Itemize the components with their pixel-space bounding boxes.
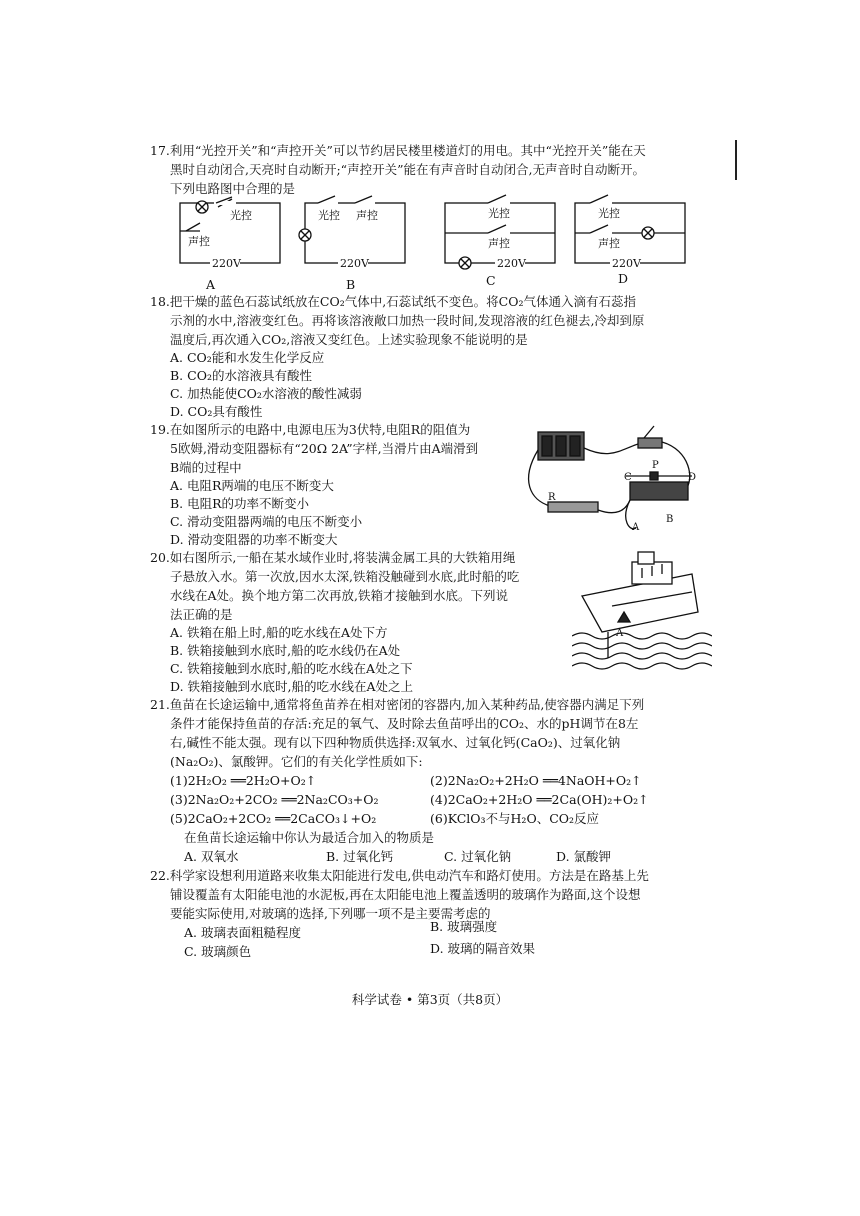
q18-line-2: 示剂的水中,溶液变红色。再将该溶液敞口加热一段时间,发现溶液的红色褪去,冷却到原 [170,313,645,328]
q20-option-c: C. 铁箱接触到水底时,船的吃水线在A处之下 [170,661,413,676]
q17-label-b-light: 光控 [318,209,340,222]
q17-label-a-light: 光控 [230,209,252,222]
q20-line-1: 20.如右图所示,一船在某水域作业时,将装满金属工具的大铁箱用绳 [150,550,516,565]
q22-option-c: C. 玻璃颜色 [184,944,252,959]
q21-reaction-4: (4)2CaO₂+2H₂O ══2Ca(OH)₂+O₂↑ [430,792,649,807]
q21-reaction-2: (2)2Na₂O₂+2H₂O ══4NaOH+O₂↑ [430,773,642,788]
q17-label-b-sound: 声控 [356,209,378,222]
q17-voltage-a: 220V [212,257,241,270]
q17-voltage-b: 220V [340,257,369,270]
q22-line-1: 22.科学家设想利用道路来收集太阳能进行发电,供电动汽车和路灯使用。方法是在路基上先 [150,868,649,883]
q19-fig-label-b: B [666,514,674,525]
q19-option-b: B. 电阻R的功率不断变小 [170,496,310,511]
q17-option-d: D [618,271,629,286]
q17-voltage-c: 220V [497,257,526,270]
q20-fig-label-a: A [616,628,624,639]
q17-line-1: 17.利用“光控开关”和“声控开关”可以节约居民楼里楼道灯的用电。其中“光控开关”能在天 [150,143,646,158]
q19-option-c: C. 滑动变阻器两端的电压不断变小 [170,514,363,529]
q22-line-3: 要能实际使用,对玻璃的选择,下列哪一项不是主要需考虑的 [170,906,491,921]
q21-reaction-3: (3)2Na₂O₂+2CO₂ ══2Na₂CO₃+O₂ [170,792,379,807]
q18-option-a: A. CO₂能和水发生化学反应 [170,350,325,365]
q22-option-b: B. 玻璃强度 [430,919,498,934]
q21-question: 在鱼苗长途运输中你认为最适合加入的物质是 [184,830,435,845]
q20-line-3: 水线在A处。换个地方第二次再放,铁箱才接触到水底。下列说 [170,588,509,603]
q18-line-3: 温度后,再次通入CO₂,溶液又变红色。上述实验现象不能说明的是 [170,332,528,347]
q21-option-a: A. 双氧水 [184,849,239,864]
margin-rule [735,140,737,180]
q19-fig-label-c: C [624,472,632,483]
q19-fig-label-a: A [632,522,640,533]
q19-fig-label-p: P [652,460,659,471]
q18-line-1: 18.把干燥的蓝色石蕊试纸放在CO₂气体中,石蕊试纸不变色。将CO₂气体通入滴有石蕊指 [150,294,637,309]
q20-line-4: 法正确的是 [170,607,233,622]
q18-option-c: C. 加热能使CO₂水溶液的酸性减弱 [170,386,362,401]
q20-option-a: A. 铁箱在船上时,船的吃水线在A处下方 [170,625,388,640]
q19-option-d: D. 滑动变阻器的功率不断变大 [170,532,338,547]
q19-fig-label-r: R [548,492,556,503]
q19-option-a: A. 电阻R两端的电压不断变大 [170,478,334,493]
q20-line-2: 子悬放入水。第一次放,因水太深,铁箱没触碰到水底,此时船的吃 [170,569,520,584]
q17-option-b: B [346,277,356,292]
q20-option-d: D. 铁箱接触到水底时,船的吃水线在A处之上 [170,679,414,694]
q21-line-4: (Na₂O₂)、氯酸钾。它们的有关化学性质如下: [170,754,423,769]
q21-line-3: 右,碱性不能太强。现有以下四种物质供选择:双氧水、过氧化钙(CaO₂)、过氧化钠 [170,735,621,750]
q21-option-d: D. 氯酸钾 [556,849,612,864]
q17-label-a-sound: 声控 [188,235,210,248]
q17-line-3: 下列电路图中合理的是 [170,181,296,196]
q20-option-b: B. 铁箱接触到水底时,船的吃水线仍在A处 [170,643,401,658]
q19-line-1: 19.在如图所示的电路中,电源电压为3伏特,电阻R的阻值为 [150,422,471,437]
q17-option-a: A [206,277,216,292]
q19-fig-label-d: D [688,472,697,483]
q21-reaction-5: (5)2CaO₂+2CO₂ ══2CaCO₃↓+O₂ [170,811,377,826]
q17-voltage-d: 220V [612,257,641,270]
q18-option-b: B. CO₂的水溶液具有酸性 [170,368,312,383]
q18-option-d: D. CO₂具有酸性 [170,404,263,419]
q19-circuit-figure [520,420,700,550]
q22-option-a: A. 玻璃表面粗糙程度 [184,925,301,940]
q17-label-c-sound: 声控 [488,237,510,250]
q22-line-2: 铺设覆盖有太阳能电池的水泥板,再在太阳能电池上覆盖透明的玻璃作为路面,这个设想 [170,887,641,902]
q17-option-c: C [486,273,496,288]
q21-line-2: 条件才能保持鱼苗的存活:充足的氧气、及时除去鱼苗呼出的CO₂、水的pH调节在8左 [170,716,639,731]
q21-line-1: 21.鱼苗在长途运输中,通常将鱼苗养在相对密闭的容器内,加入某种药品,使容器内满足下列 [150,697,645,712]
q22-option-d: D. 玻璃的隔音效果 [430,941,536,956]
q17-label-d-light: 光控 [598,207,620,220]
q17-circuit-diagrams [170,193,730,273]
q21-option-c: C. 过氧化钠 [444,849,512,864]
page-footer: 科学试卷 • 第3页（共8页） [351,992,509,1007]
q20-ship-figure [572,548,712,673]
q21-option-b: B. 过氧化钙 [326,849,394,864]
q19-line-2: 5欧姆,滑动变阻器标有“20Ω 2A”字样,当滑片由A端滑到 [170,441,479,456]
q19-line-3: B端的过程中 [170,460,242,475]
q17-label-d-sound: 声控 [598,237,620,250]
q17-line-2: 黑时自动闭合,天亮时自动断开;“声控开关”能在有声音时自动闭合,无声音时自动断开。 [170,162,645,177]
q21-reaction-1: (1)2H₂O₂ ══2H₂O+O₂↑ [170,773,317,788]
q21-reaction-6: (6)KClO₃不与H₂O、CO₂反应 [430,811,600,826]
q17-label-c-light: 光控 [488,207,510,220]
